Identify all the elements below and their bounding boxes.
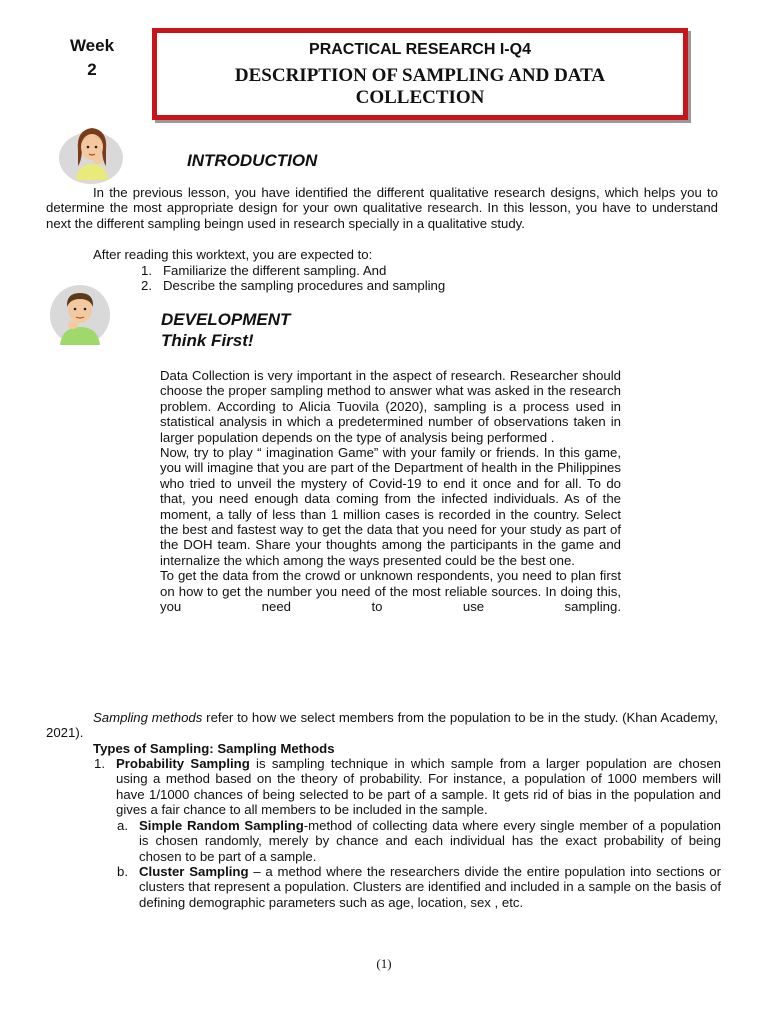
cluster-item xyxy=(117,864,722,910)
sampling-term: Sampling methods xyxy=(93,710,203,725)
cluster-term: Cluster Sampling xyxy=(139,864,249,879)
development-title: DEVELOPMENT xyxy=(161,310,291,329)
lesson-title-line1: DESCRIPTION OF SAMPLING AND DATA xyxy=(234,65,606,86)
list-letter: b. xyxy=(117,864,128,879)
boy-thinking-icon xyxy=(48,283,112,347)
development-paragraph-1: Data Collection is very important in the aspect of research. Researcher should choose the proper sampling method to answer what was asked in the research problem. According to Alicia Tuovila (2020), sampling is a process used in statistical analysis in which a predetermined number of observations taken in larger population depends on the type of analysis being performed . xyxy=(160,368,621,445)
simple-random-term: Simple Random Sampling xyxy=(139,818,304,833)
list-item xyxy=(141,278,446,294)
introduction-heading: INTRODUCTION xyxy=(187,151,318,170)
think-first-subtitle: Think First! xyxy=(161,331,254,350)
development-paragraph-2: Now, try to play “ imagination Game” with your family or friends. In this game, you will imagine that you are part of the Department of health in the Philippines who tried to unveil the mystery of Covid-19 to end it once and for all. To do that, you need enough data coming from the infected individuals. As of the moment, a tally of less than 1 million cases is recorded in the country. Select the best and fastest way to get the data that you need for your study as part of the DOH team. Share your thoughts among the participants in the game and internalize the which among the ways presented could be the best one. xyxy=(160,445,621,568)
probability-text: is sampling technique in which sample from a larger population are chosen using a method based on the theory of probability. For instance, a population of 1000 members will have 1/1000 chances of being selected to be part of a sample. It gets rid of bias in the population and gives a fair chance to all members to be included in the sample. xyxy=(116,756,721,818)
probability-term: Probability Sampling xyxy=(116,756,250,771)
lesson-title xyxy=(157,65,683,109)
development-heading xyxy=(161,309,290,351)
week-number: 2 xyxy=(87,60,97,79)
list-letter: a. xyxy=(117,818,128,833)
subject-title: PRACTICAL RESEARCH I-Q4 xyxy=(309,41,531,58)
page-number: (1) xyxy=(376,956,392,971)
types-heading: Types of Sampling: Sampling Methods xyxy=(93,741,335,756)
objectives-intro: After reading this worktext, you are expected to: xyxy=(93,247,373,262)
list-number: 2. xyxy=(141,278,152,294)
list-text: Familiarize the different sampling. And xyxy=(163,263,387,278)
sampling-intro-text: refer to how we select members from the population to be in the study. (Khan Academy, 2021). xyxy=(46,710,718,741)
cluster-text: – a method where the researchers divide the entire population into sections or clusters that represent a population. Clusters are identified and included in a sample on the basis of defining demographic parameters such as age, location, sex , etc. xyxy=(139,864,722,910)
list-number: 1. xyxy=(141,263,152,278)
development-paragraph-3: To get the data from the crowd or unknown respondents, you need to plan first on how to get the number you need of the most reliable sources. In doing this, you need to use sampling. xyxy=(160,568,621,615)
week-text: Week xyxy=(69,36,115,55)
introduction-paragraph: In the previous lesson, you have identified the different qualitative research designs, which helps you to determine the most appropriate design for your own qualitative research. In this lesson, you have to understand next the different sampling beingn used in research specially in a qualitative study. xyxy=(46,185,718,231)
list-item xyxy=(141,263,445,278)
sampling-intro xyxy=(46,710,718,741)
lesson-title-line2: COLLECTION xyxy=(355,87,485,108)
simple-random-item xyxy=(117,818,721,864)
list-text: Describe the sampling procedures and sampling xyxy=(163,278,446,294)
development-text xyxy=(160,368,621,615)
title-box xyxy=(152,28,688,120)
objectives-list xyxy=(141,263,446,294)
list-number: 1. xyxy=(94,756,105,771)
girl-thinking-icon xyxy=(58,120,128,186)
simple-random-text: -method of collecting data where every single member of a population is chosen randomly, merely by chance and each individual has the exact probability of being chosen to be part of a sample. xyxy=(139,818,721,864)
probability-item xyxy=(94,756,721,818)
week-label xyxy=(54,34,130,82)
